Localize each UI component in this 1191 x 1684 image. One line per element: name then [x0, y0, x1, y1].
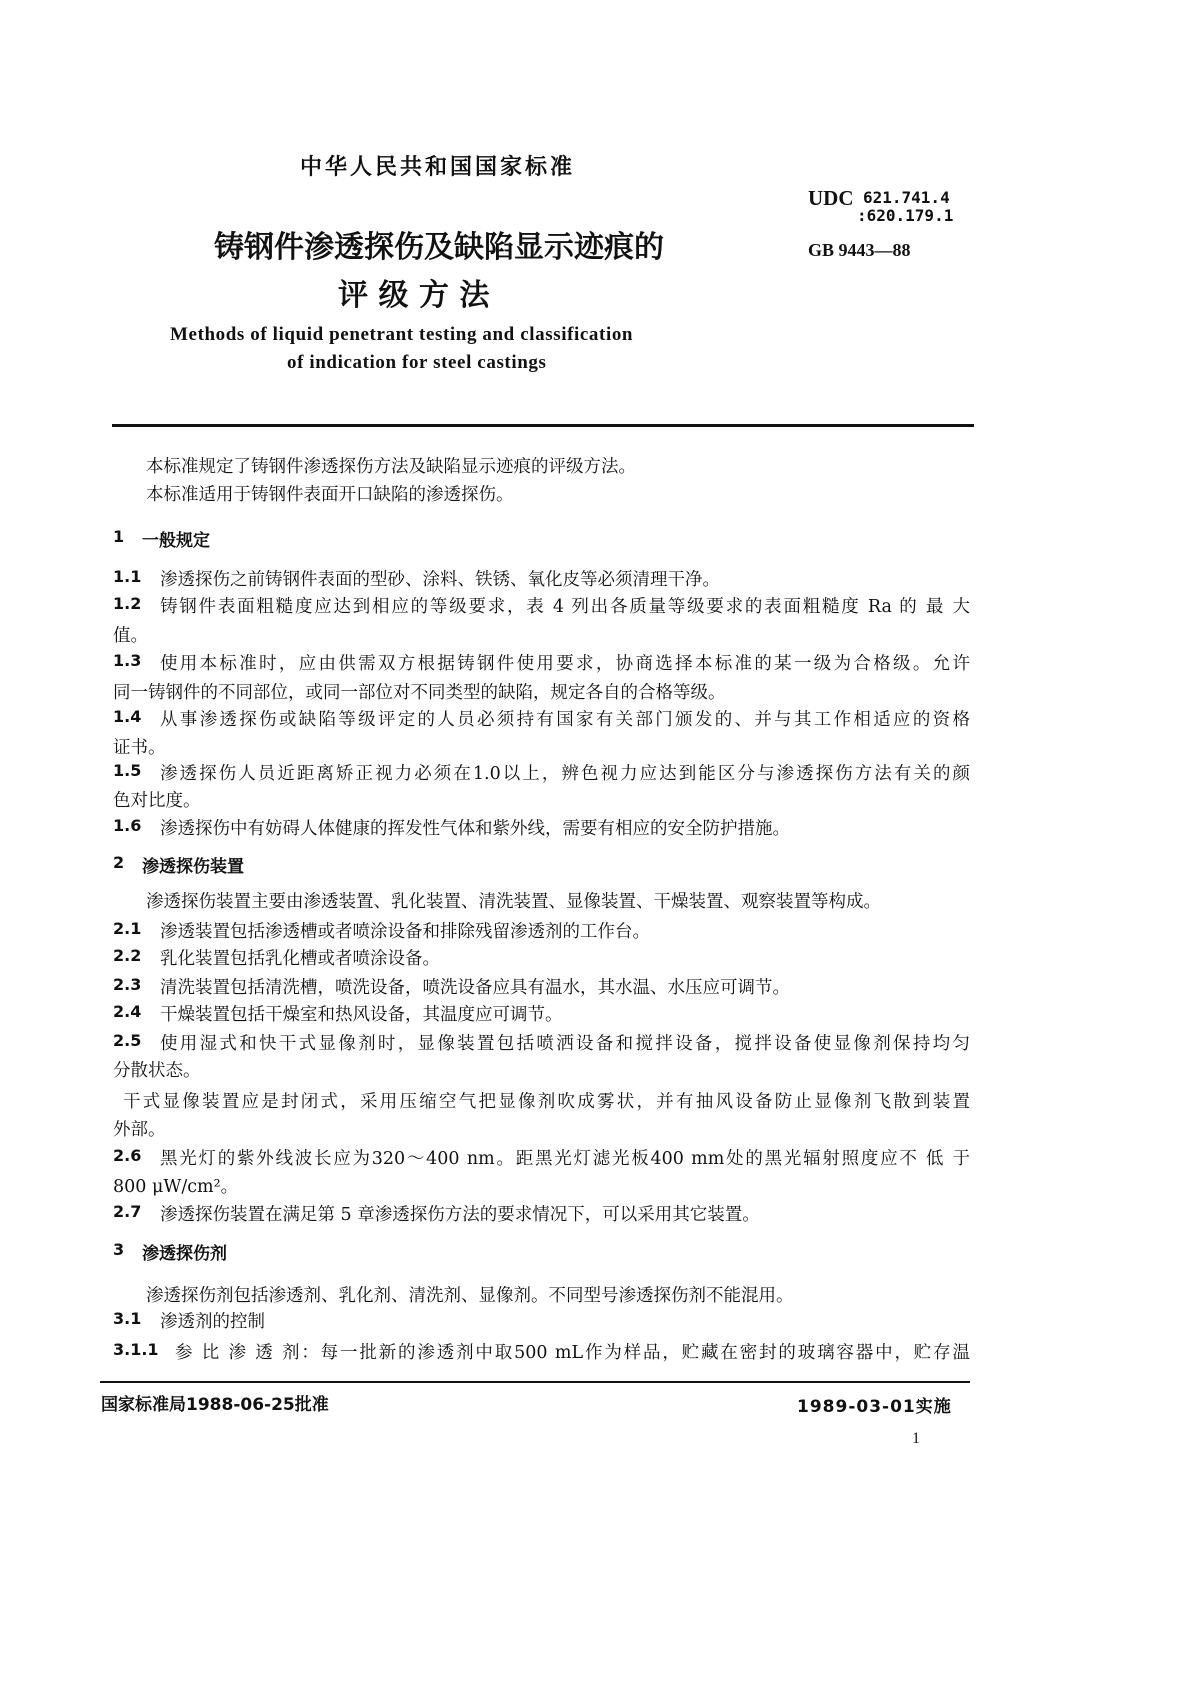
clause-number: 2.1 — [113, 919, 142, 938]
section-intro: 渗透探伤剂包括渗透剂、乳化剂、清洗剂、显像剂。不同型号渗透探伤剂不能混用。 — [146, 1286, 794, 1306]
clause-number: 2.7 — [113, 1202, 142, 1221]
section-number: 3 — [113, 1240, 125, 1259]
clause-number: 2.2 — [113, 946, 142, 965]
clause-text: 值。 — [113, 626, 148, 646]
clause-text: 证书。 — [113, 738, 166, 758]
clause-text: 铸钢件表面粗糙度应达到相应的等级要求，表 4 列出各质量等级要求的表面粗糙度 Ra 的 最 大 — [160, 597, 970, 617]
udc-code-1: 621.741.4 — [863, 188, 950, 207]
title-cn-line-1: 铸钢件渗透探伤及缺陷显示迹痕的 — [214, 230, 664, 265]
clause-text: 800 μW/cm²。 — [113, 1177, 239, 1197]
gb-number: GB 9443—88 — [808, 240, 911, 260]
clause-text: 干燥装置包括干燥室和热风设备，其温度应可调节。 — [160, 1005, 563, 1025]
clause-number: 1.5 — [113, 761, 142, 780]
title-cn-line-2: 评 级 方 法 — [338, 278, 490, 313]
section-intro: 渗透探伤装置主要由渗透装置、乳化装置、清洗装置、显像装置、干燥装置、观察装置等构成。 — [146, 892, 881, 912]
clause-text: 渗透探伤中有妨碍人体健康的挥发性气体和紫外线，需要有相应的安全防护措施。 — [160, 819, 790, 839]
effective-date: 1989-03-01实施 — [797, 1397, 952, 1417]
header-divider — [112, 424, 974, 427]
intro-paragraph: 本标准适用于铸钢件表面开口缺陷的渗透探伤。 — [146, 485, 514, 505]
udc-label: UDC — [808, 186, 854, 210]
clause-text: 从事渗透探伤或缺陷等级评定的人员必须持有国家有关部门颁发的、并与其工作相适应的资格 — [160, 710, 970, 730]
clause-text: 同一铸钢件的不同部位，或同一部位对不同类型的缺陷，规定各自的合格等级。 — [113, 683, 726, 703]
section-number: 1 — [113, 527, 125, 546]
section-heading: 一般规定 — [142, 531, 210, 551]
clause-number: 1.3 — [113, 651, 142, 670]
clause-text: 黑光灯的紫外线波长应为320～400 nm。距黑光灯滤光板400 mm处的黑光辐射照度应不 低 于 — [160, 1149, 970, 1169]
clause-text: 使用本标准时，应由供需双方根据铸钢件使用要求，协商选择本标准的某一级为合格级。允许 — [160, 654, 970, 674]
clause-number: 1.6 — [113, 816, 142, 835]
page-number: 1 — [912, 1430, 920, 1447]
clause-number: 2.6 — [113, 1146, 142, 1165]
national-standard-label: 中华人民共和国国家标准 — [300, 155, 576, 180]
clause-text: 清洗装置包括清洗槽，喷洗设备，喷洗设备应具有温水，其水温、水压应可调节。 — [160, 978, 790, 998]
udc-code-2: :620.179.1 — [857, 206, 954, 225]
clause-text: 渗透探伤人员近距离矫正视力必须在1.0以上，辨色视力应达到能区分与渗透探伤方法有关的颜 — [160, 764, 970, 784]
clause-text: 渗透剂的控制 — [160, 1312, 265, 1332]
title-en-line-1: Methods of liquid penetrant testing and classification — [170, 324, 634, 345]
clause-number: 2.3 — [113, 975, 142, 994]
section-number: 2 — [113, 853, 125, 872]
footer-divider — [100, 1381, 970, 1383]
clause-number: 1.2 — [113, 594, 142, 613]
intro-paragraph: 本标准规定了铸钢件渗透探伤方法及缺陷显示迹痕的评级方法。 — [146, 457, 636, 477]
clause-number: 1.4 — [113, 707, 142, 726]
clause-text: 外部。 — [113, 1120, 166, 1140]
clause-text: 渗透探伤之前铸钢件表面的型砂、涂料、铁锈、氧化皮等必须清理干净。 — [160, 570, 720, 590]
clause-text: 色对比度。 — [113, 791, 201, 811]
clause-text: 渗透探伤装置在满足第 5 章渗透探伤方法的要求情况下，可以采用其它装置。 — [160, 1205, 760, 1225]
clause-text: 乳化装置包括乳化槽或者喷涂设备。 — [160, 949, 440, 969]
clause-text: 参 比 渗 透 剂：每一批新的渗透剂中取500 mL作为样品，贮藏在密封的玻璃容器中，贮存温 — [175, 1343, 970, 1363]
clause-text: 使用湿式和快干式显像剂时，显像装置包括喷洒设备和搅拌设备，搅拌设备使显像剂保持均匀 — [160, 1034, 970, 1054]
section-heading: 渗透探伤剂 — [142, 1244, 227, 1264]
clause-number: 2.5 — [113, 1031, 142, 1050]
title-en-line-2: of indication for steel castings — [287, 352, 547, 373]
clause-number: 3.1.1 — [113, 1340, 159, 1359]
clause-text: 分散状态。 — [113, 1061, 201, 1081]
approval-date: 国家标准局1988-06-25批准 — [101, 1395, 329, 1415]
clause-text: 干式显像装置应是封闭式，采用压缩空气把显像剂吹成雾状，并有抽风设备防止显像剂飞散到装置 — [123, 1092, 970, 1112]
section-heading: 渗透探伤装置 — [142, 857, 244, 877]
clause-text: 渗透装置包括渗透槽或者喷涂设备和排除残留渗透剂的工作台。 — [160, 922, 650, 942]
clause-number: 2.4 — [113, 1002, 142, 1021]
clause-number: 1.1 — [113, 567, 142, 586]
clause-number: 3.1 — [113, 1309, 142, 1328]
